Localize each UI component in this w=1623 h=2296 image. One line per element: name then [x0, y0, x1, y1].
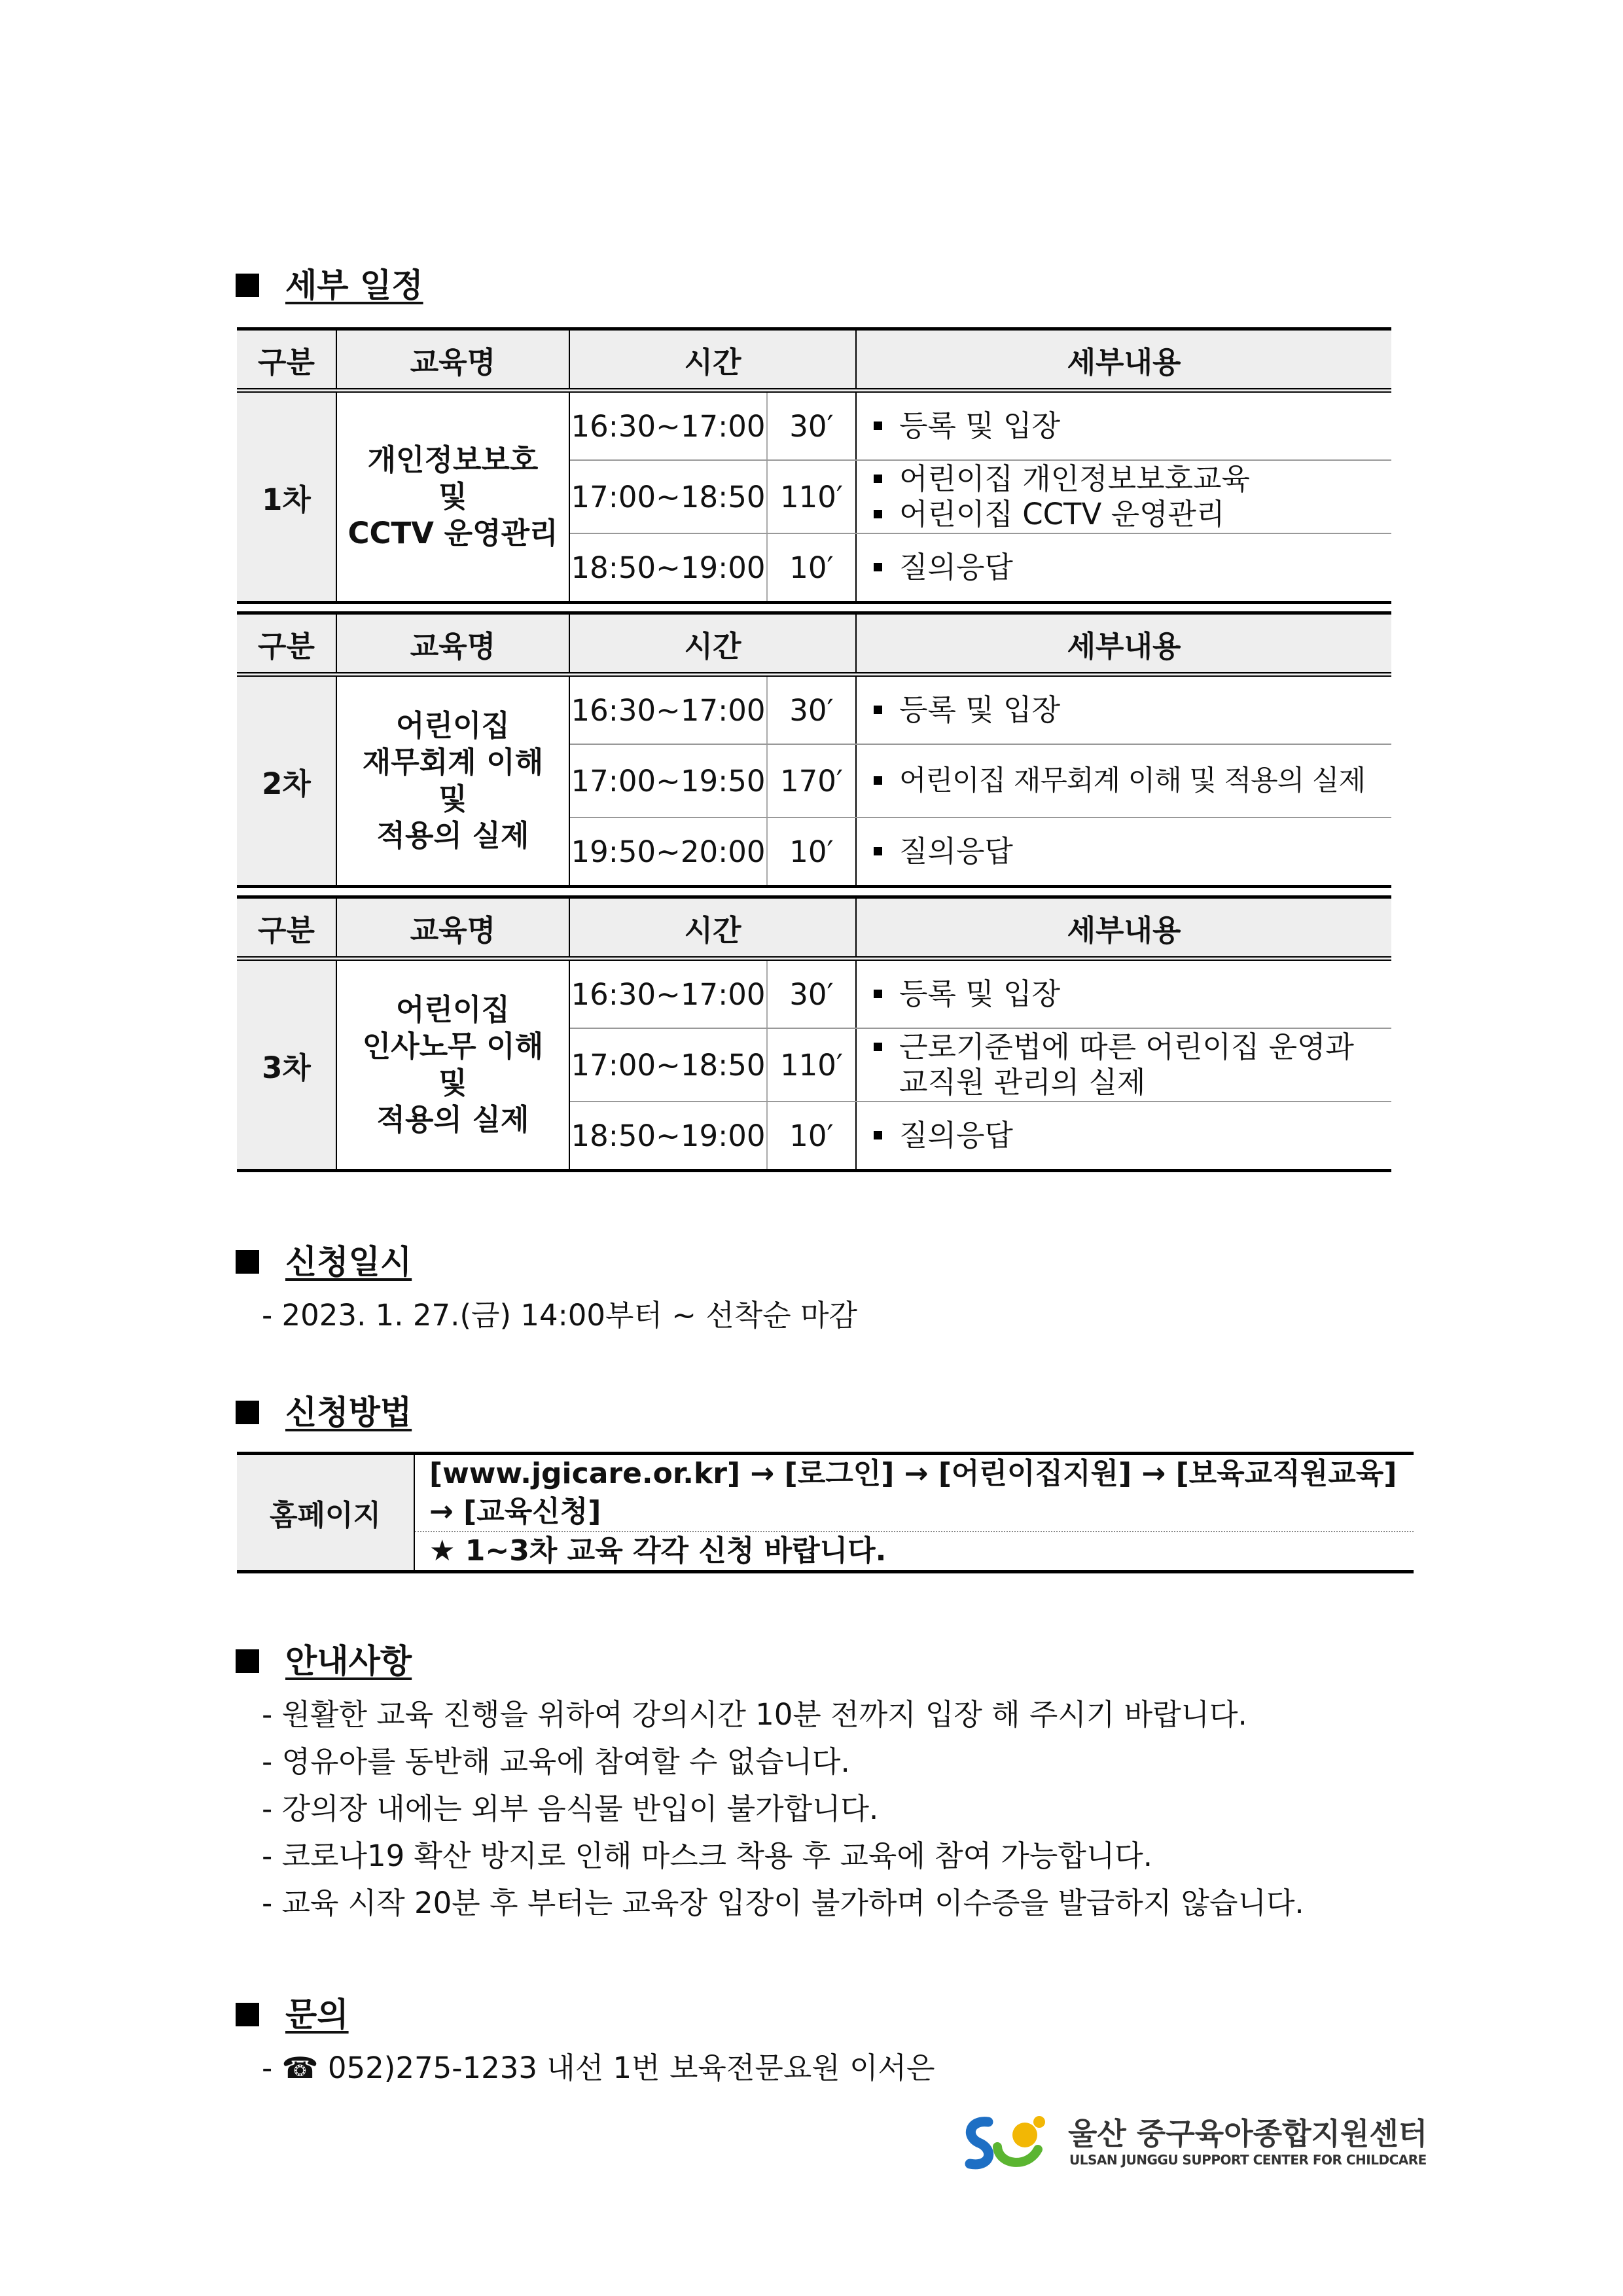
detail-cell: 질의응답 [856, 533, 1391, 603]
time-range: 17:00~18:50 [569, 1028, 767, 1102]
header-gubun: 구분 [237, 329, 336, 391]
time-range: 19:50~20:00 [569, 817, 767, 887]
bullet-icon [874, 990, 882, 998]
course-name: 어린이집 재무회계 이해 및 적용의 실제 [336, 675, 569, 887]
apply-date-text: - 2023. 1. 27.(금) 14:00부터 ~ 선착순 마감 [262, 1298, 857, 1333]
header-detail: 세부내용 [856, 613, 1391, 675]
header-name: 교육명 [336, 329, 569, 391]
bullet-icon [874, 776, 882, 785]
session-round: 2차 [237, 675, 336, 887]
session-round: 3차 [237, 959, 336, 1171]
bullet-icon [874, 1043, 882, 1051]
header-name: 교육명 [336, 613, 569, 675]
schedule-table-3 [237, 895, 1391, 1172]
apply-method-heading: 신청방법 [236, 1393, 412, 1432]
header-detail: 세부내용 [856, 897, 1391, 959]
method-path-line: → [교육신청] [414, 1493, 1414, 1532]
bullet-icon [874, 1131, 882, 1139]
time-range: 16:30~17:00 [569, 675, 767, 745]
schedule-heading: 세부 일정 [236, 266, 423, 305]
notice-list [262, 1691, 1304, 1927]
session-round: 1차 [237, 391, 336, 603]
logo-english-name: ULSAN JUNGGU SUPPORT CENTER FOR CHILDCARE [1069, 2152, 1427, 2168]
time-range: 16:30~17:00 [569, 391, 767, 461]
duration: 30′ [767, 959, 856, 1029]
bullet-icon [874, 510, 882, 518]
header-detail: 세부내용 [856, 329, 1391, 391]
schedule-table-2 [237, 611, 1391, 888]
logo-korean-name: 울산 중구육아종합지원센터 [1068, 2116, 1428, 2151]
notice-item: - 영유아를 동반해 교육에 참여할 수 없습니다. [262, 1744, 850, 1779]
detail-cell: 등록 및 입장 [856, 391, 1391, 461]
method-note: ★ 1~3차 교육 각각 신청 바랍니다. [429, 1534, 887, 1568]
apply-date-heading: 신청일시 [236, 1242, 412, 1282]
bullet-icon [874, 847, 882, 855]
header-name: 교육명 [336, 897, 569, 959]
contact-text: - ☎ 052)275-1233 내선 1번 보육전문요원 이서은 [262, 2051, 935, 2085]
detail-cell: 어린이집 재무회계 이해 및 적용의 실제 [856, 744, 1391, 817]
contact-heading: 문의 [236, 1995, 349, 2034]
square-bullet-icon [236, 1649, 259, 1673]
duration: 30′ [767, 391, 856, 461]
time-range: 17:00~19:50 [569, 744, 767, 817]
square-bullet-icon [236, 1401, 259, 1424]
method-path-line: [www.jgicare.or.kr] → [로그인] → [어린이집지원] → [보육교직원교육] [429, 1457, 1397, 1490]
detail-cell: 근로기준법에 따른 어린이집 운영과 교직원 관리의 실제 [856, 1028, 1391, 1102]
detail-cell: 질의응답 [856, 1102, 1391, 1171]
detail-cell: 질의응답 [856, 817, 1391, 887]
homepage-label: 홈페이지 [237, 1454, 414, 1572]
course-name: 개인정보보호 및 CCTV 운영관리 [336, 391, 569, 603]
detail-cell: 등록 및 입장 [856, 675, 1391, 745]
detail-cell: 어린이집 개인정보보호교육 어린이집 CCTV 운영관리 [856, 460, 1391, 533]
notice-item: - 원활한 교육 진행을 위하여 강의시간 10분 전까지 입장 해 주시기 바랍니다. [262, 1697, 1247, 1732]
bullet-icon [874, 475, 882, 483]
center-logo [957, 2108, 1428, 2179]
header-gubun: 구분 [237, 613, 336, 675]
bullet-icon [874, 422, 882, 430]
bullet-icon [874, 706, 882, 714]
time-range: 16:30~17:00 [569, 959, 767, 1029]
header-time: 시간 [569, 613, 856, 675]
duration: 10′ [767, 1102, 856, 1171]
notice-item: - 강의장 내에는 외부 음식물 반입이 불가합니다. [262, 1791, 879, 1826]
detail-cell: 등록 및 입장 [856, 959, 1391, 1029]
duration: 110′ [767, 460, 856, 533]
header-time: 시간 [569, 897, 856, 959]
notice-item: - 교육 시작 20분 후 부터는 교육장 입장이 불가하며 이수증을 발급하지 않습니다. [262, 1886, 1304, 1920]
duration: 10′ [767, 817, 856, 887]
duration: 170′ [767, 744, 856, 817]
duration: 10′ [767, 533, 856, 603]
course-name: 어린이집 인사노무 이해 및 적용의 실제 [336, 959, 569, 1171]
header-time: 시간 [569, 329, 856, 391]
time-range: 18:50~19:00 [569, 533, 767, 603]
logo-mark-icon [957, 2108, 1058, 2179]
square-bullet-icon [236, 274, 259, 297]
bullet-icon [874, 563, 882, 571]
time-range: 17:00~18:50 [569, 460, 767, 533]
notice-heading: 안내사항 [236, 1641, 412, 1681]
schedule-table-1 [237, 327, 1391, 604]
apply-method-table [237, 1452, 1414, 1573]
square-bullet-icon [236, 2003, 259, 2026]
duration: 30′ [767, 675, 856, 745]
time-range: 18:50~19:00 [569, 1102, 767, 1171]
header-gubun: 구분 [237, 897, 336, 959]
duration: 110′ [767, 1028, 856, 1102]
square-bullet-icon [236, 1250, 259, 1274]
notice-item: - 코로나19 확산 방지로 인해 마스크 착용 후 교육에 참여 가능합니다. [262, 1839, 1153, 1873]
